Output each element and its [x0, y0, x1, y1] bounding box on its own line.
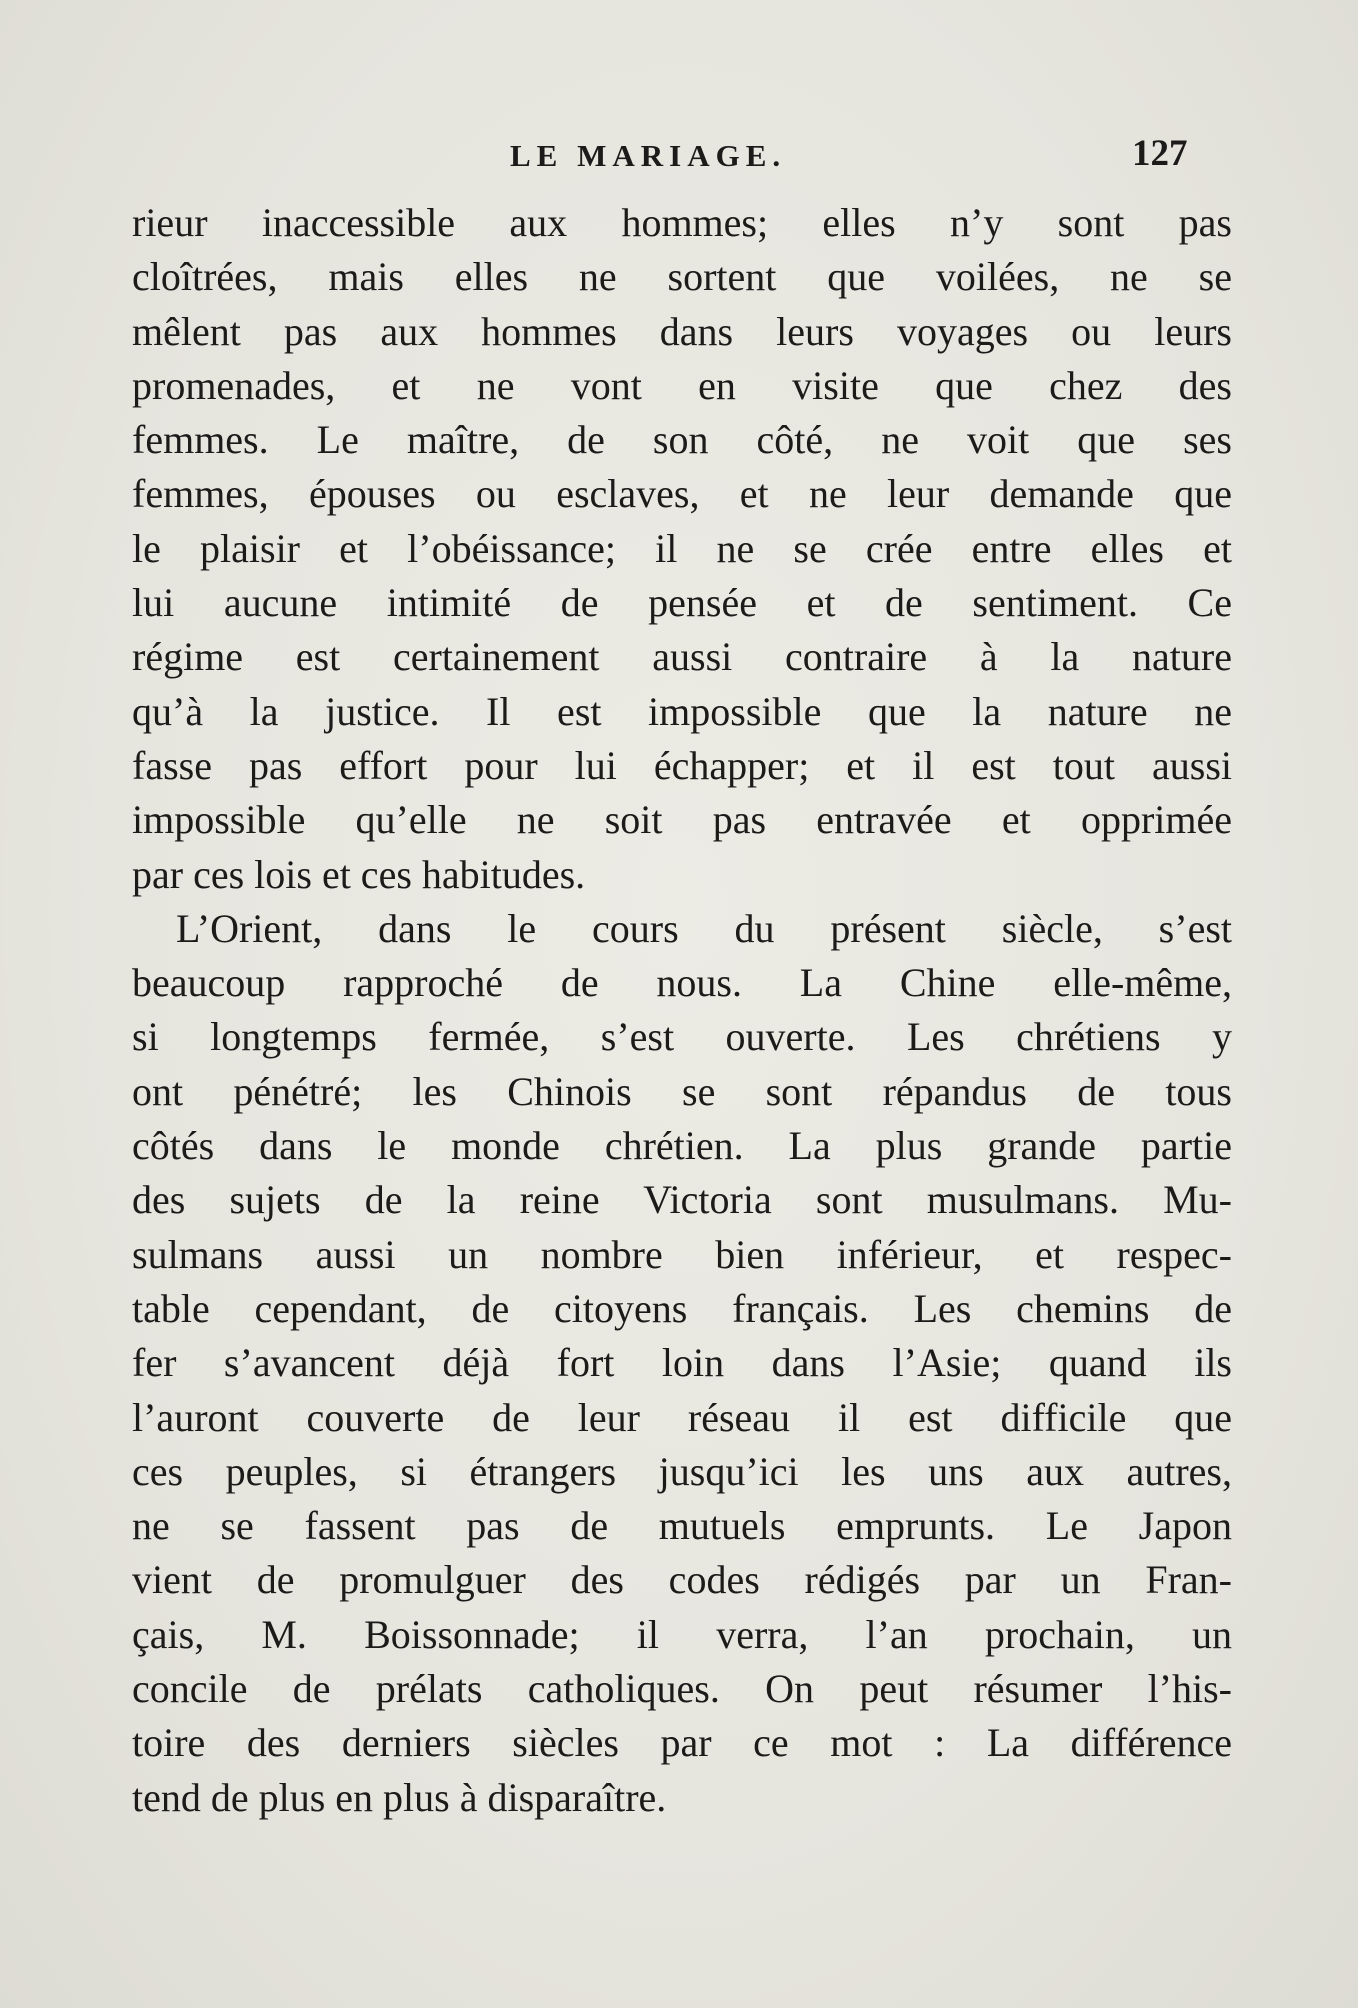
text-line: côtés dans le monde chrétien. La plus grande partie: [132, 1123, 1232, 1169]
text-line: table cependant, de citoyens français. Les chemins de: [132, 1285, 1232, 1331]
text-line: le plaisir et l’obéissance; il ne se crée entre elles et: [132, 525, 1232, 571]
body-text: [132, 196, 1232, 1825]
text-line: promenades, et ne vont en visite que chez des: [132, 362, 1232, 408]
text-line: rieur inaccessible aux hommes; elles n’y sont pas: [132, 200, 1232, 245]
text-line: ont pénétré; les Chinois se sont répandus de tous: [132, 1068, 1232, 1114]
text-line: cloîtrées, mais elles ne sortent que voilées, ne se: [132, 254, 1232, 300]
text-line: mêlent pas aux hommes dans leurs voyages ou leurs: [132, 308, 1232, 354]
text-line: çais, M. Boissonnade; il verra, l’an prochain, un: [132, 1611, 1232, 1657]
text-line: si longtemps fermée, s’est ouverte. Les chrétiens y: [132, 1014, 1232, 1060]
running-title: LE MARIAGE.: [510, 138, 787, 173]
text-line: qu’à la justice. Il est impossible que la nature ne: [132, 688, 1232, 734]
text-line: ne se fassent pas de mutuels emprunts. Le Japon: [132, 1503, 1232, 1549]
text-line: femmes. Le maître, de son côté, ne voit que ses: [132, 417, 1232, 463]
page-number: 127: [1132, 133, 1188, 174]
text-line: par ces lois et ces habitudes.: [132, 851, 586, 897]
text-line: ces peuples, si étrangers jusqu’ici les uns aux autres,: [132, 1448, 1232, 1494]
text-line: L’Orient, dans le cours du présent siècle, s’est: [176, 905, 1232, 951]
text-line: vient de promulguer des codes rédigés par un Fran-: [132, 1557, 1232, 1603]
text-line: femmes, épouses ou esclaves, et ne leur demande que: [132, 471, 1232, 517]
text-line: sulmans aussi un nombre bien inférieur, et respec-: [132, 1231, 1232, 1277]
text-line: l’auront couverte de leur réseau il est difficile que: [132, 1394, 1232, 1440]
text-line: lui aucune intimité de pensée et de sentiment. Ce: [132, 580, 1232, 626]
text-line: impossible qu’elle ne soit pas entravée et opprimée: [132, 797, 1232, 843]
text-line: beaucoup rapproché de nous. La Chine elle-même,: [132, 960, 1232, 1006]
text-line: fer s’avancent déjà fort loin dans l’Asie; quand ils: [132, 1340, 1232, 1386]
text-line: toire des derniers siècles par ce mot : La différence: [132, 1720, 1232, 1766]
text-line: fasse pas effort pour lui échapper; et il est tout aussi: [132, 742, 1232, 788]
text-line: tend de plus en plus à disparaître.: [132, 1774, 667, 1820]
running-head: [0, 132, 1358, 182]
text-line: concile de prélats catholiques. On peut résumer l’his-: [132, 1666, 1232, 1712]
text-line: régime est certainement aussi contraire à la nature: [132, 634, 1232, 680]
text-line: des sujets de la reine Victoria sont musulmans. Mu-: [132, 1177, 1232, 1223]
